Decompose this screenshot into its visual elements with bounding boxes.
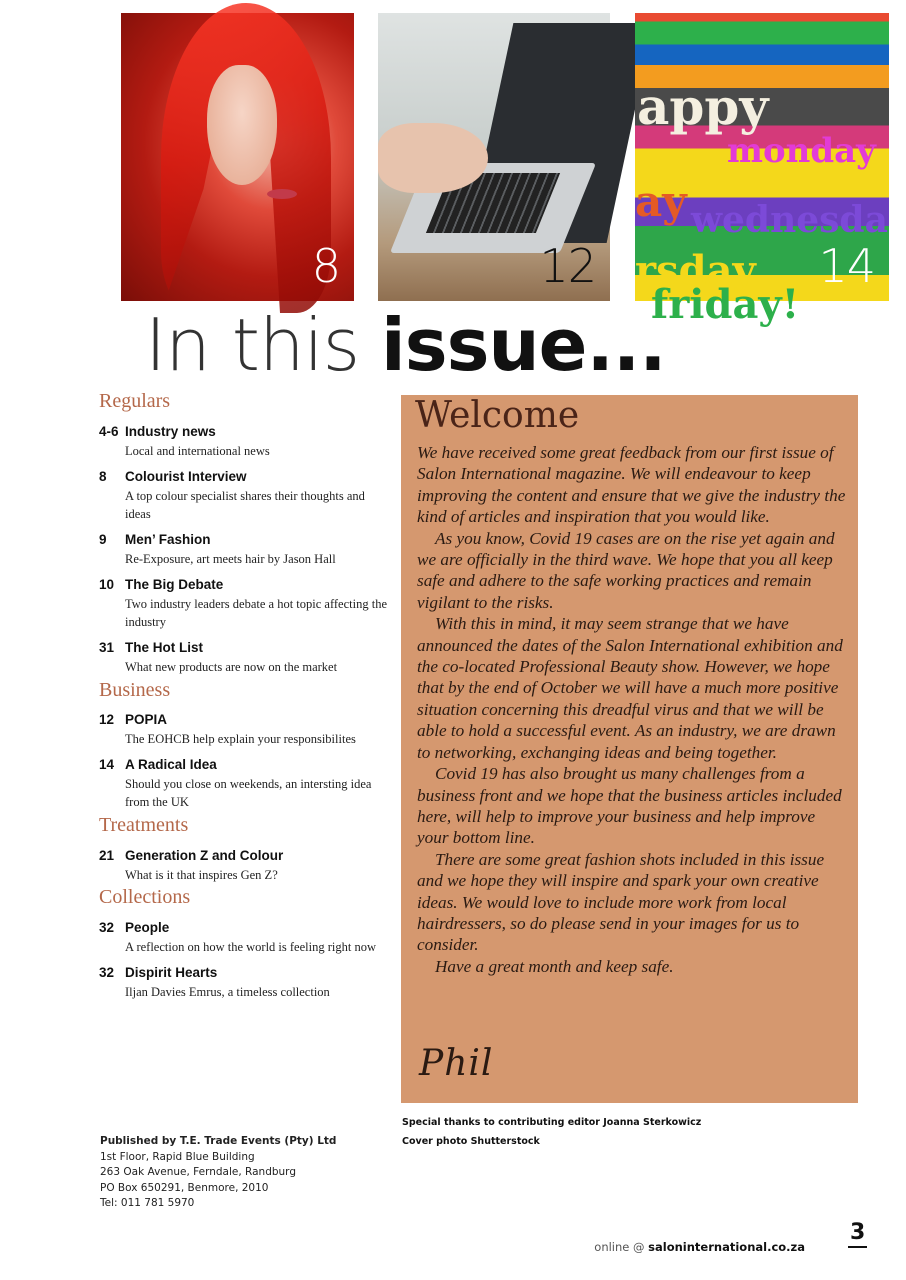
address-line: PO Box 650291, Benmore, 2010 xyxy=(100,1181,269,1194)
photo-word: monday xyxy=(727,131,876,171)
welcome-letter xyxy=(417,442,847,977)
photo-word: appy xyxy=(637,77,769,136)
cover-credit: Cover photo Shutterstock xyxy=(402,1136,540,1147)
section-heading-collections: Collections xyxy=(99,886,191,908)
page-title: In this issue... xyxy=(145,303,666,387)
photo-word: rsday xyxy=(635,247,756,294)
page-number-label: 8 xyxy=(311,239,340,293)
contents-item: 31 The Hot List xyxy=(99,640,203,655)
contents-item: 9 Men’ Fashion xyxy=(99,532,211,547)
contents-item-description: What is it that inspires Gen Z? xyxy=(125,868,278,882)
letter-paragraph: With this in mind, it may seem strange that we have announced the dates of the Salon International exhibition and the co-located Professional Beauty show. However, we hope that by the end of October we will have a much more positive situation concerning this dreadful virus and that we will be able to hold a successful event. As an industry, we are drawn to networking, exchanging ideas and being together. xyxy=(417,614,843,762)
contents-item: 21 Generation Z and Colour xyxy=(99,848,284,863)
photo-word: friday! xyxy=(651,281,800,328)
signature: Phil xyxy=(419,1043,494,1084)
section-heading-regulars: Regulars xyxy=(99,390,171,412)
contents-item: 12 POPIA xyxy=(99,712,168,727)
website-link[interactable]: saloninternational.co.za xyxy=(648,1240,805,1254)
photo-word: ay xyxy=(635,177,687,226)
contents-item-description: Iljan Davies Emrus, a timeless collection xyxy=(125,985,330,999)
contents-item: 14 A Radical Idea xyxy=(99,757,217,772)
publisher-name: Published by T.E. Trade Events (Pty) Ltd xyxy=(100,1135,337,1147)
contents-item: 8 Colourist Interview xyxy=(99,469,247,484)
contents-item-description: A reflection on how the world is feeling right now xyxy=(125,940,376,954)
letter-paragraph: As you know, Covid 19 cases are on the rise yet again and we are officially in the third wave. We hope that you all keep safe and adhere to the safe working practices and remain vigilant to the risks. xyxy=(417,528,835,612)
page-number-label: 12 xyxy=(539,239,596,293)
contents-item-description: A top colour specialist shares their thoughts and ideas xyxy=(125,489,365,521)
letter-paragraph: Have a great month and keep safe. xyxy=(435,956,674,976)
section-heading-business: Business xyxy=(99,679,171,701)
photo-word: wednesda xyxy=(691,199,888,241)
contents-item: 4-6 Industry news xyxy=(99,424,216,439)
contents-item-description: Should you close on weekends, an intersting idea from the UK xyxy=(125,777,372,809)
address-line: 1st Floor, Rapid Blue Building xyxy=(100,1150,255,1163)
page-number-label: 14 xyxy=(818,239,875,293)
welcome-panel xyxy=(401,395,858,1103)
publisher-info xyxy=(100,1134,336,1212)
laptop-photo xyxy=(378,13,610,301)
letter-paragraph: Covid 19 has also brought us many challenges from a business front and we hope that the business articles included here, will help to improve your business and help improve your bottom line. xyxy=(417,764,842,848)
contents-item-description: Two industry leaders debate a hot topic affecting the industry xyxy=(125,597,387,629)
cover-photo-red-hair xyxy=(121,13,354,301)
contents-item: 10 The Big Debate xyxy=(99,577,224,592)
letter-paragraph: We have received some great feedback from our first issue of Salon International magazine. We will endeavour to keep improving the content and ensure that we give the industry the kind of articles and inspiration that you would like. xyxy=(417,443,846,527)
section-heading-treatments: Treatments xyxy=(99,814,189,836)
website-footer: online @ saloninternational.co.za xyxy=(594,1240,805,1254)
contents-item-description: Local and international news xyxy=(125,444,270,458)
contents-item-description: Re-Exposure, art meets hair by Jason Hall xyxy=(125,552,336,566)
contents-item-description: What new products are now on the market xyxy=(125,660,338,674)
address-line: 263 Oak Avenue, Ferndale, Randburg xyxy=(100,1166,296,1178)
contents-item: 32 Dispirit Hearts xyxy=(99,965,218,980)
contents-item-description: The EOHCB help explain your responsibilites xyxy=(125,732,356,746)
letter-paragraph: There are some great fashion shots included in this issue and we hope they will inspire and spark your own creative ideas. We would love to include more work from local hairdressers, so do please send in your images for us to consider. xyxy=(417,849,825,955)
welcome-heading: Welcome xyxy=(415,395,580,436)
editor-credit: Special thanks to contributing editor Joanna Sterkowicz xyxy=(402,1117,702,1128)
phone-line: Tel: 011 781 5970 xyxy=(100,1197,195,1209)
contents-item: 32 People xyxy=(99,920,170,935)
page-number: 3 xyxy=(848,1220,867,1248)
weekdays-steps-photo xyxy=(635,13,889,328)
